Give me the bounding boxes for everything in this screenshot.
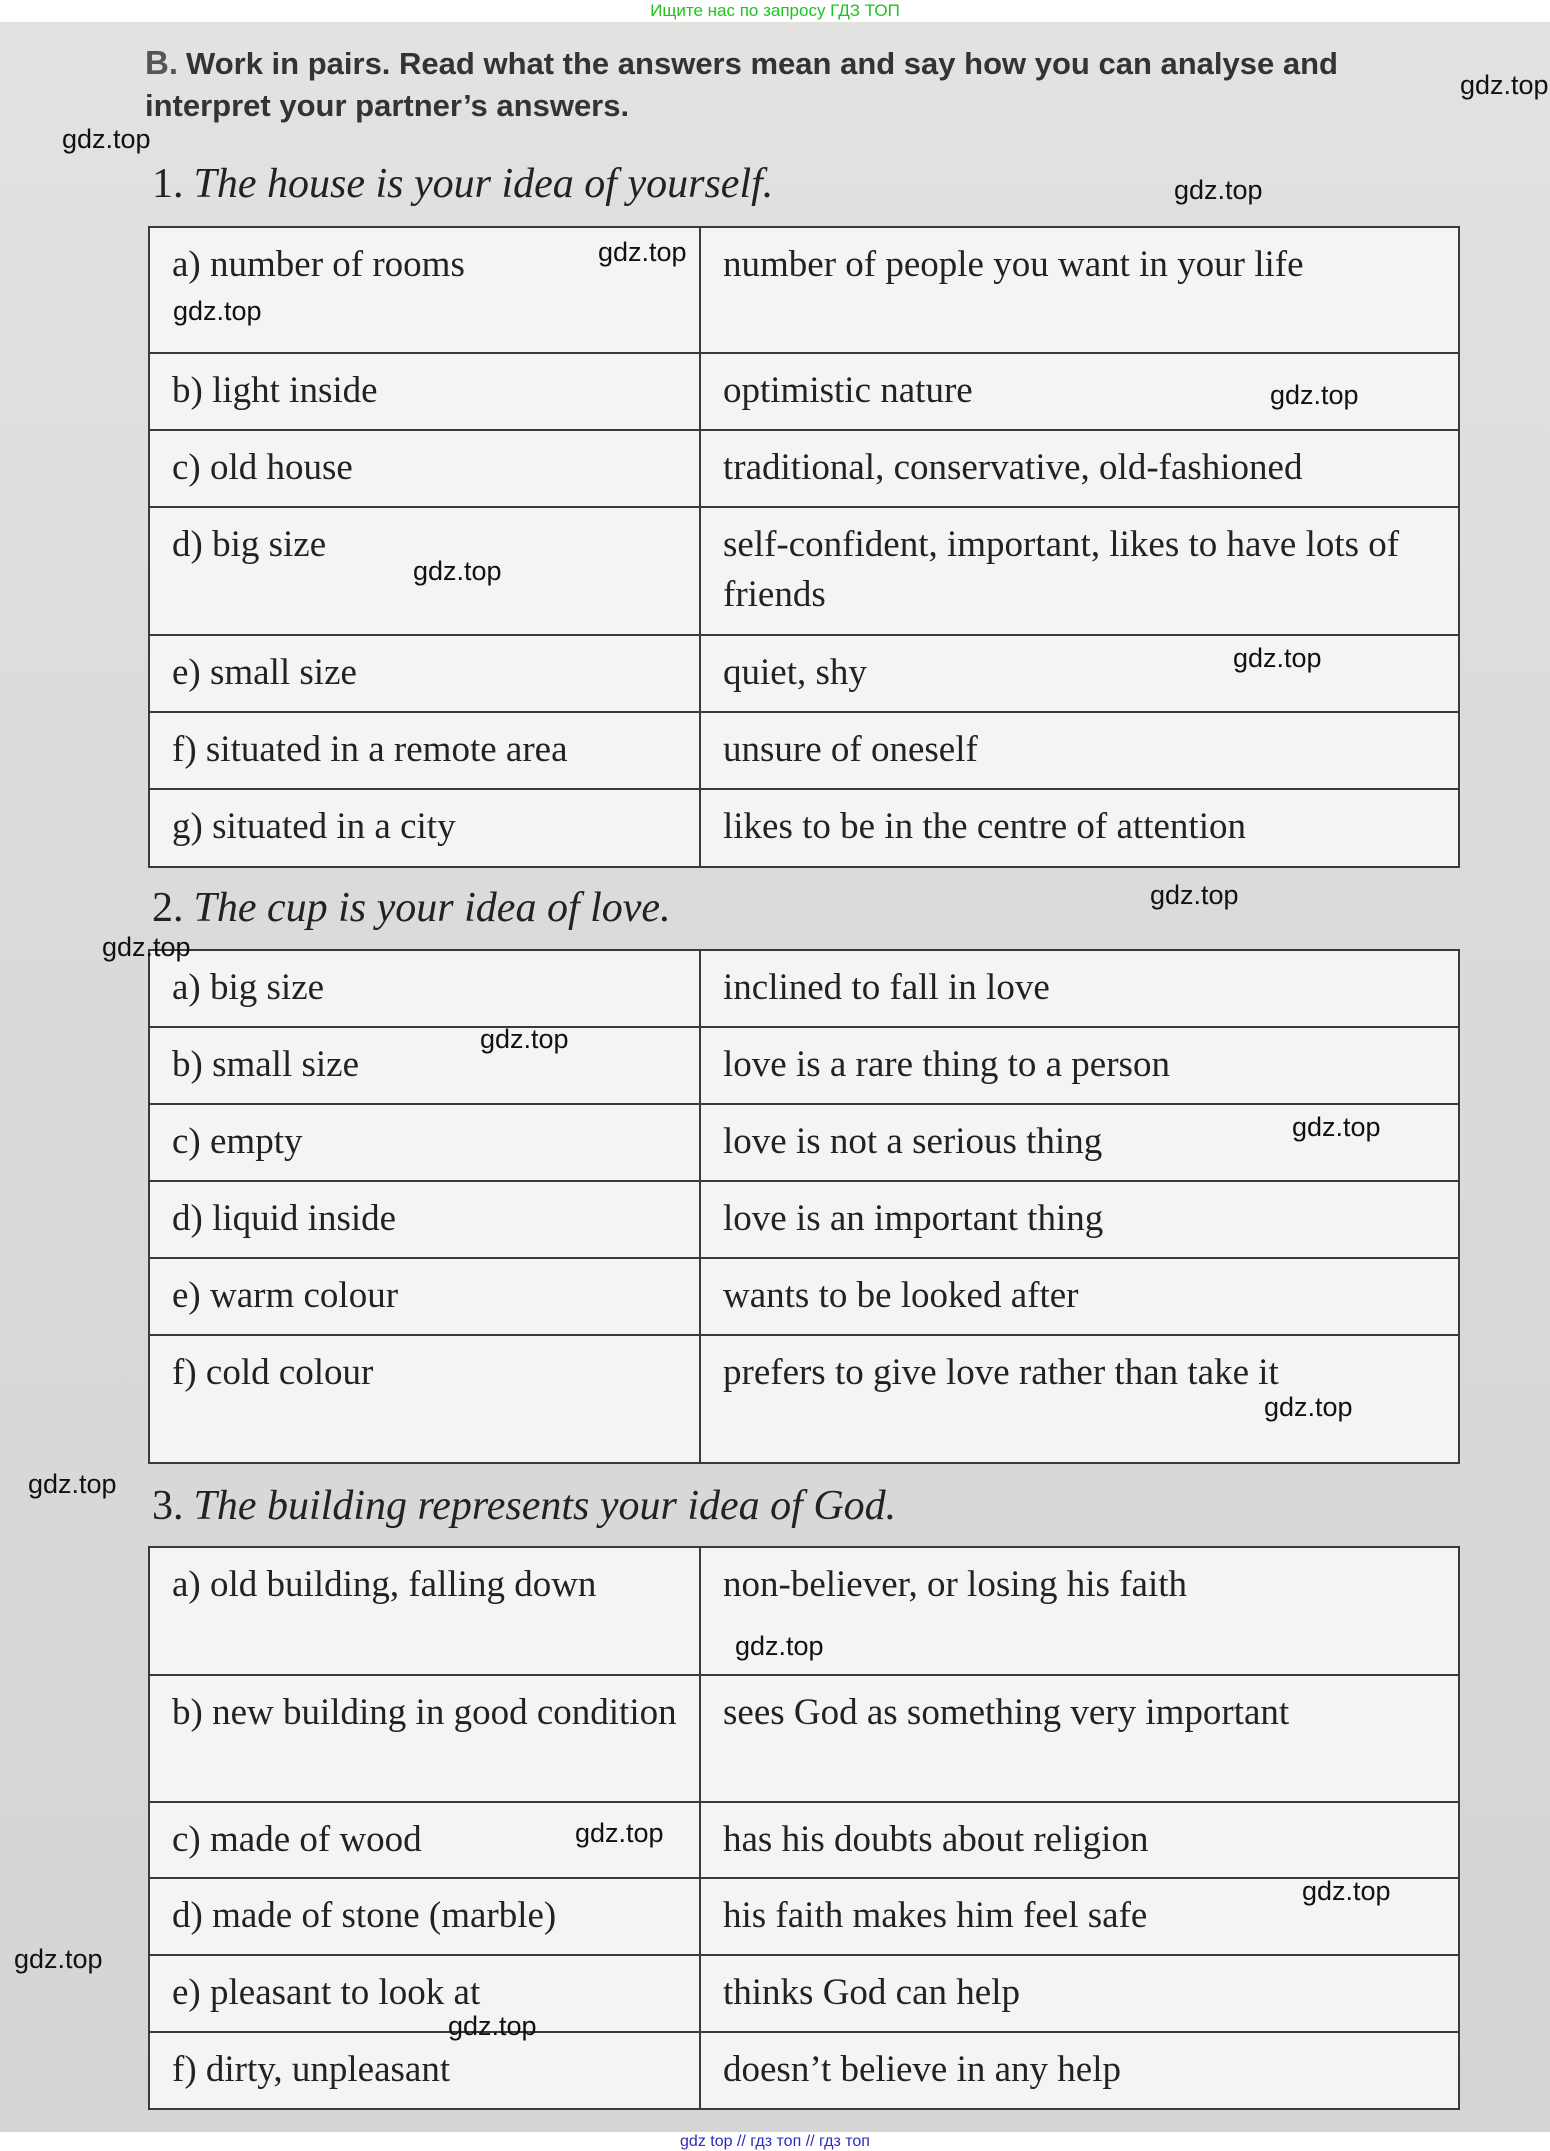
meaning-cell: thinks God can help — [700, 1955, 1459, 2032]
answer-cell: c) old house — [149, 430, 700, 507]
watermark: gdz.top — [448, 2011, 537, 2041]
section-title: The building represents your idea of God. — [193, 1483, 897, 1529]
answer-cell: b) new building in good condition — [149, 1675, 700, 1802]
answer-cell: e) small size — [149, 635, 700, 712]
watermark: gdz.top — [598, 237, 687, 267]
answer-cell: e) pleasant to look at — [149, 1955, 700, 2032]
table-row — [149, 1675, 1459, 1802]
answer-cell: a) big size — [149, 950, 700, 1027]
table-row — [149, 507, 1459, 635]
table-row — [149, 950, 1459, 1027]
exercise-letter: B. — [145, 44, 178, 81]
meaning-cell: doesn’t believe in any help — [700, 2032, 1459, 2109]
bottom-banner[interactable]: gdz top // гдз топ // гдз топ — [0, 2132, 1550, 2151]
watermark: gdz.top — [1150, 880, 1239, 910]
watermark: gdz.top — [14, 1944, 103, 1974]
answer-cell: d) big size — [149, 507, 700, 635]
watermark: gdz.top — [1264, 1392, 1353, 1422]
meaning-cell: inclined to fall in love — [700, 950, 1459, 1027]
watermark: gdz.top — [1174, 175, 1263, 205]
watermark: gdz.top — [1460, 70, 1549, 100]
meaning-cell: likes to be in the centre of attention — [700, 789, 1459, 867]
answer-cell: c) empty — [149, 1104, 700, 1181]
meaning-cell: sees God as something very important — [700, 1675, 1459, 1802]
top-banner[interactable]: Ищите нас по запросу ГДЗ ТОП — [0, 0, 1550, 22]
meaning-cell: self-confident, important, likes to have lots of friends — [700, 507, 1459, 635]
answer-cell: f) cold colour — [149, 1335, 700, 1463]
meaning-cell: his faith makes him feel safe — [700, 1878, 1459, 1955]
meaning-cell: non-believer, or losing his faith — [700, 1547, 1459, 1675]
section-number: 3. — [152, 1483, 184, 1529]
watermark: gdz.top — [173, 296, 262, 326]
watermark: gdz.top — [62, 124, 151, 154]
table-row — [149, 227, 1459, 353]
meaning-cell: love is an important thing — [700, 1181, 1459, 1258]
watermark: gdz.top — [735, 1631, 824, 1661]
table-row — [149, 1027, 1459, 1104]
meaning-cell: has his doubts about religion — [700, 1802, 1459, 1878]
answer-cell: f) dirty, unpleasant — [149, 2032, 700, 2109]
table-row — [149, 353, 1459, 430]
table-row — [149, 1955, 1459, 2032]
table-row — [149, 1802, 1459, 1878]
section-heading-house — [152, 160, 773, 208]
watermark: gdz.top — [102, 932, 191, 962]
section-title: The cup is your idea of love. — [193, 885, 671, 931]
table-row — [149, 1878, 1459, 1955]
answer-cell: d) liquid inside — [149, 1181, 700, 1258]
watermark: gdz.top — [1233, 643, 1322, 673]
watermark: gdz.top — [1302, 1876, 1391, 1906]
exercise-instruction — [145, 42, 1465, 127]
meaning-cell: prefers to give love rather than take it — [700, 1335, 1459, 1463]
meaning-cell: quiet, shy — [700, 635, 1459, 712]
section-title: The house is your idea of yourself. — [193, 161, 774, 207]
answer-cell: a) old building, falling down — [149, 1547, 700, 1675]
meaning-cell: love is a rare thing to a person — [700, 1027, 1459, 1104]
watermark: gdz.top — [1292, 1112, 1381, 1142]
table-row — [149, 1258, 1459, 1335]
table-row — [149, 712, 1459, 789]
answer-cell: f) situated in a remote area — [149, 712, 700, 789]
section-heading-building — [152, 1482, 896, 1530]
answer-cell: d) made of stone (marble) — [149, 1878, 700, 1955]
meaning-cell: love is not a serious thing — [700, 1104, 1459, 1181]
table-cup — [148, 949, 1460, 1464]
watermark: gdz.top — [575, 1818, 664, 1848]
watermark: gdz.top — [480, 1024, 569, 1054]
meaning-cell: number of people you want in your life — [700, 227, 1459, 353]
answer-cell: c) made of wood — [149, 1802, 700, 1878]
meaning-cell: traditional, conservative, old-fashioned — [700, 430, 1459, 507]
watermark: gdz.top — [1270, 380, 1359, 410]
section-number: 2. — [152, 885, 184, 931]
answer-cell: b) light inside — [149, 353, 700, 430]
answer-cell: g) situated in a city — [149, 789, 700, 867]
answer-cell: e) warm colour — [149, 1258, 700, 1335]
section-heading-cup — [152, 884, 671, 932]
answer-cell: a) number of rooms — [149, 227, 700, 353]
table-row — [149, 1181, 1459, 1258]
meaning-cell: wants to be looked after — [700, 1258, 1459, 1335]
table-row — [149, 789, 1459, 867]
table-house — [148, 226, 1460, 868]
instruction-text: Work in pairs. Read what the answers mean and say how you can analyse and interpret your partner’s answers. — [145, 46, 1338, 123]
answer-cell: b) small size — [149, 1027, 700, 1104]
table-row — [149, 1335, 1459, 1463]
watermark: gdz.top — [28, 1469, 117, 1499]
table-row — [149, 1104, 1459, 1181]
section-number: 1. — [152, 161, 184, 207]
table-row — [149, 2032, 1459, 2109]
table-row — [149, 430, 1459, 507]
meaning-cell: optimistic nature — [700, 353, 1459, 430]
meaning-cell: unsure of oneself — [700, 712, 1459, 789]
watermark: gdz.top — [413, 556, 502, 586]
